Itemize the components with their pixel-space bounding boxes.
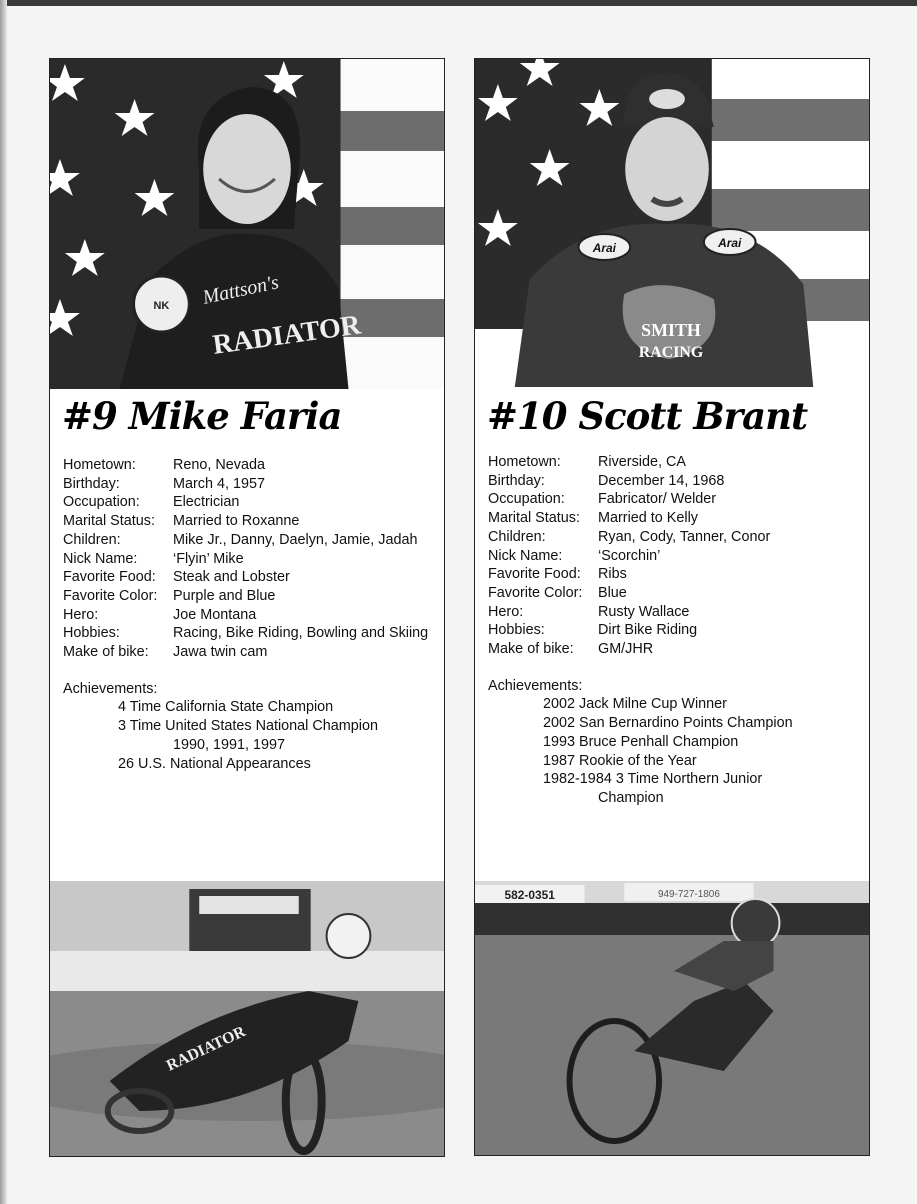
info-value: Blue bbox=[598, 584, 627, 601]
info-label: Make of bike: bbox=[488, 641, 574, 658]
portrait-photo bbox=[50, 59, 444, 389]
info-label: Make of bike: bbox=[63, 644, 149, 661]
achievement-item: 4 Time California State Champion bbox=[118, 699, 334, 716]
info-label: Occupation: bbox=[488, 491, 565, 508]
info-value: ‘Scorchin’ bbox=[598, 547, 661, 564]
info-value: Purple and Blue bbox=[173, 587, 276, 604]
track-sign-phone: 582-0351 bbox=[504, 887, 555, 903]
achievements-heading: Achievements: bbox=[488, 677, 583, 694]
achievement-item: Champion bbox=[598, 789, 664, 806]
portrait-illustration bbox=[475, 59, 869, 387]
achievement-item: 26 U.S. National Appearances bbox=[118, 755, 311, 772]
info-label: Favorite Color: bbox=[63, 587, 158, 604]
info-row bbox=[488, 490, 863, 509]
info-label: Hero: bbox=[488, 603, 524, 620]
portrait-illustration bbox=[50, 59, 444, 389]
info-row bbox=[63, 493, 438, 512]
info-value: Married to Roxanne bbox=[173, 513, 300, 530]
info-value: Steak and Lobster bbox=[173, 569, 290, 586]
page-top-band bbox=[0, 0, 917, 6]
info-label: Nick Name: bbox=[488, 547, 563, 564]
track-sign-number: 949-727-1806 bbox=[657, 888, 720, 901]
achievement-item: 3 Time United States National Champion bbox=[118, 718, 378, 735]
info-label: Hometown: bbox=[488, 454, 561, 470]
achievement-item: 1987 Rookie of the Year bbox=[543, 752, 697, 769]
jersey-text-smith: SMITH bbox=[641, 319, 701, 341]
info-row bbox=[63, 606, 438, 625]
info-label: Marital Status: bbox=[488, 510, 580, 527]
rider-info bbox=[63, 456, 438, 773]
info-value: Mike Jr., Danny, Daelyn, Jamie, Jadah bbox=[173, 531, 418, 548]
info-value: December 14, 1968 bbox=[598, 472, 725, 489]
portrait-photo bbox=[475, 59, 869, 387]
info-value: Racing, Bike Riding, Bowling and Skiing bbox=[173, 625, 429, 642]
jersey-logo-badge: NK bbox=[153, 299, 170, 313]
info-row bbox=[488, 584, 863, 603]
info-label: Children: bbox=[63, 531, 121, 548]
rider-info bbox=[488, 453, 863, 808]
info-row bbox=[488, 547, 863, 566]
info-value: Reno, Nevada bbox=[173, 457, 266, 473]
info-label: Favorite Color: bbox=[488, 584, 583, 601]
info-row bbox=[488, 565, 863, 584]
info-row bbox=[63, 531, 438, 550]
info-label: Favorite Food: bbox=[63, 569, 156, 586]
info-label: Nick Name: bbox=[63, 550, 138, 567]
achievements-list bbox=[488, 695, 863, 807]
info-label: Occupation: bbox=[63, 494, 140, 511]
action-illustration bbox=[475, 881, 869, 1156]
info-label: Hero: bbox=[63, 606, 99, 623]
info-value: Dirt Bike Riding bbox=[598, 622, 698, 639]
rider-name: #9 Mike Faria bbox=[62, 394, 342, 438]
jersey-text-1: Mattson's bbox=[200, 271, 281, 309]
achievement-item: 2002 Jack Milne Cup Winner bbox=[543, 696, 727, 713]
info-value: Ryan, Cody, Tanner, Conor bbox=[598, 528, 771, 545]
info-row bbox=[63, 512, 438, 531]
jersey-logo-right: Arai bbox=[718, 235, 742, 251]
jersey-text-racing: RACING bbox=[638, 343, 704, 362]
jersey-text-2: RADIATOR bbox=[210, 309, 363, 361]
info-row bbox=[488, 453, 863, 472]
achievement-item: 1990, 1991, 1997 bbox=[173, 736, 286, 753]
info-value: Ribs bbox=[598, 566, 627, 583]
info-value: Electrician bbox=[173, 494, 240, 511]
info-row bbox=[63, 550, 438, 569]
info-value: Fabricator/ Welder bbox=[598, 491, 717, 508]
info-row bbox=[63, 475, 438, 494]
action-illustration bbox=[50, 881, 444, 1157]
action-photo bbox=[475, 881, 869, 1156]
page-left-edge bbox=[0, 0, 7, 1204]
info-row bbox=[488, 640, 863, 659]
info-value: Rusty Wallace bbox=[598, 603, 690, 620]
info-row bbox=[488, 603, 863, 622]
achievement-item: 1982-1984 3 Time Northern Junior bbox=[543, 771, 763, 788]
info-value: Jawa twin cam bbox=[173, 644, 268, 661]
achievements-heading: Achievements: bbox=[63, 680, 158, 697]
info-row bbox=[63, 624, 438, 643]
info-row bbox=[488, 509, 863, 528]
info-row bbox=[63, 587, 438, 606]
info-label: Favorite Food: bbox=[488, 566, 581, 583]
jersey-logo-left: Arai bbox=[592, 240, 616, 256]
info-row bbox=[488, 528, 863, 547]
info-value: ‘Flyin’ Mike bbox=[173, 550, 244, 567]
action-photo bbox=[50, 881, 444, 1157]
achievement-item: 1993 Bruce Penhall Champion bbox=[543, 733, 739, 750]
info-value: Married to Kelly bbox=[598, 510, 698, 527]
info-row bbox=[63, 568, 438, 587]
rider-name: #10 Scott Brant bbox=[487, 394, 808, 438]
info-label: Birthday: bbox=[488, 472, 545, 489]
achievements-list bbox=[63, 698, 438, 773]
info-label: Marital Status: bbox=[63, 513, 155, 530]
achievement-item: 2002 San Bernardino Points Champion bbox=[543, 715, 793, 732]
info-value: GM/JHR bbox=[598, 641, 654, 658]
info-label: Birthday: bbox=[63, 475, 120, 492]
rider-card-scott-brant bbox=[474, 58, 870, 1156]
info-value: Riverside, CA bbox=[598, 454, 686, 470]
info-value: March 4, 1957 bbox=[173, 475, 265, 492]
info-row bbox=[63, 456, 438, 475]
rider-card-mike-faria bbox=[49, 58, 445, 1157]
info-row bbox=[488, 472, 863, 491]
info-label: Hobbies: bbox=[488, 622, 545, 639]
info-row bbox=[488, 621, 863, 640]
info-label: Hometown: bbox=[63, 457, 136, 473]
action-jersey-text: RADIATOR bbox=[163, 1023, 249, 1075]
info-label: Children: bbox=[488, 528, 546, 545]
info-value: Joe Montana bbox=[173, 606, 257, 623]
info-row bbox=[63, 643, 438, 662]
info-label: Hobbies: bbox=[63, 625, 120, 642]
